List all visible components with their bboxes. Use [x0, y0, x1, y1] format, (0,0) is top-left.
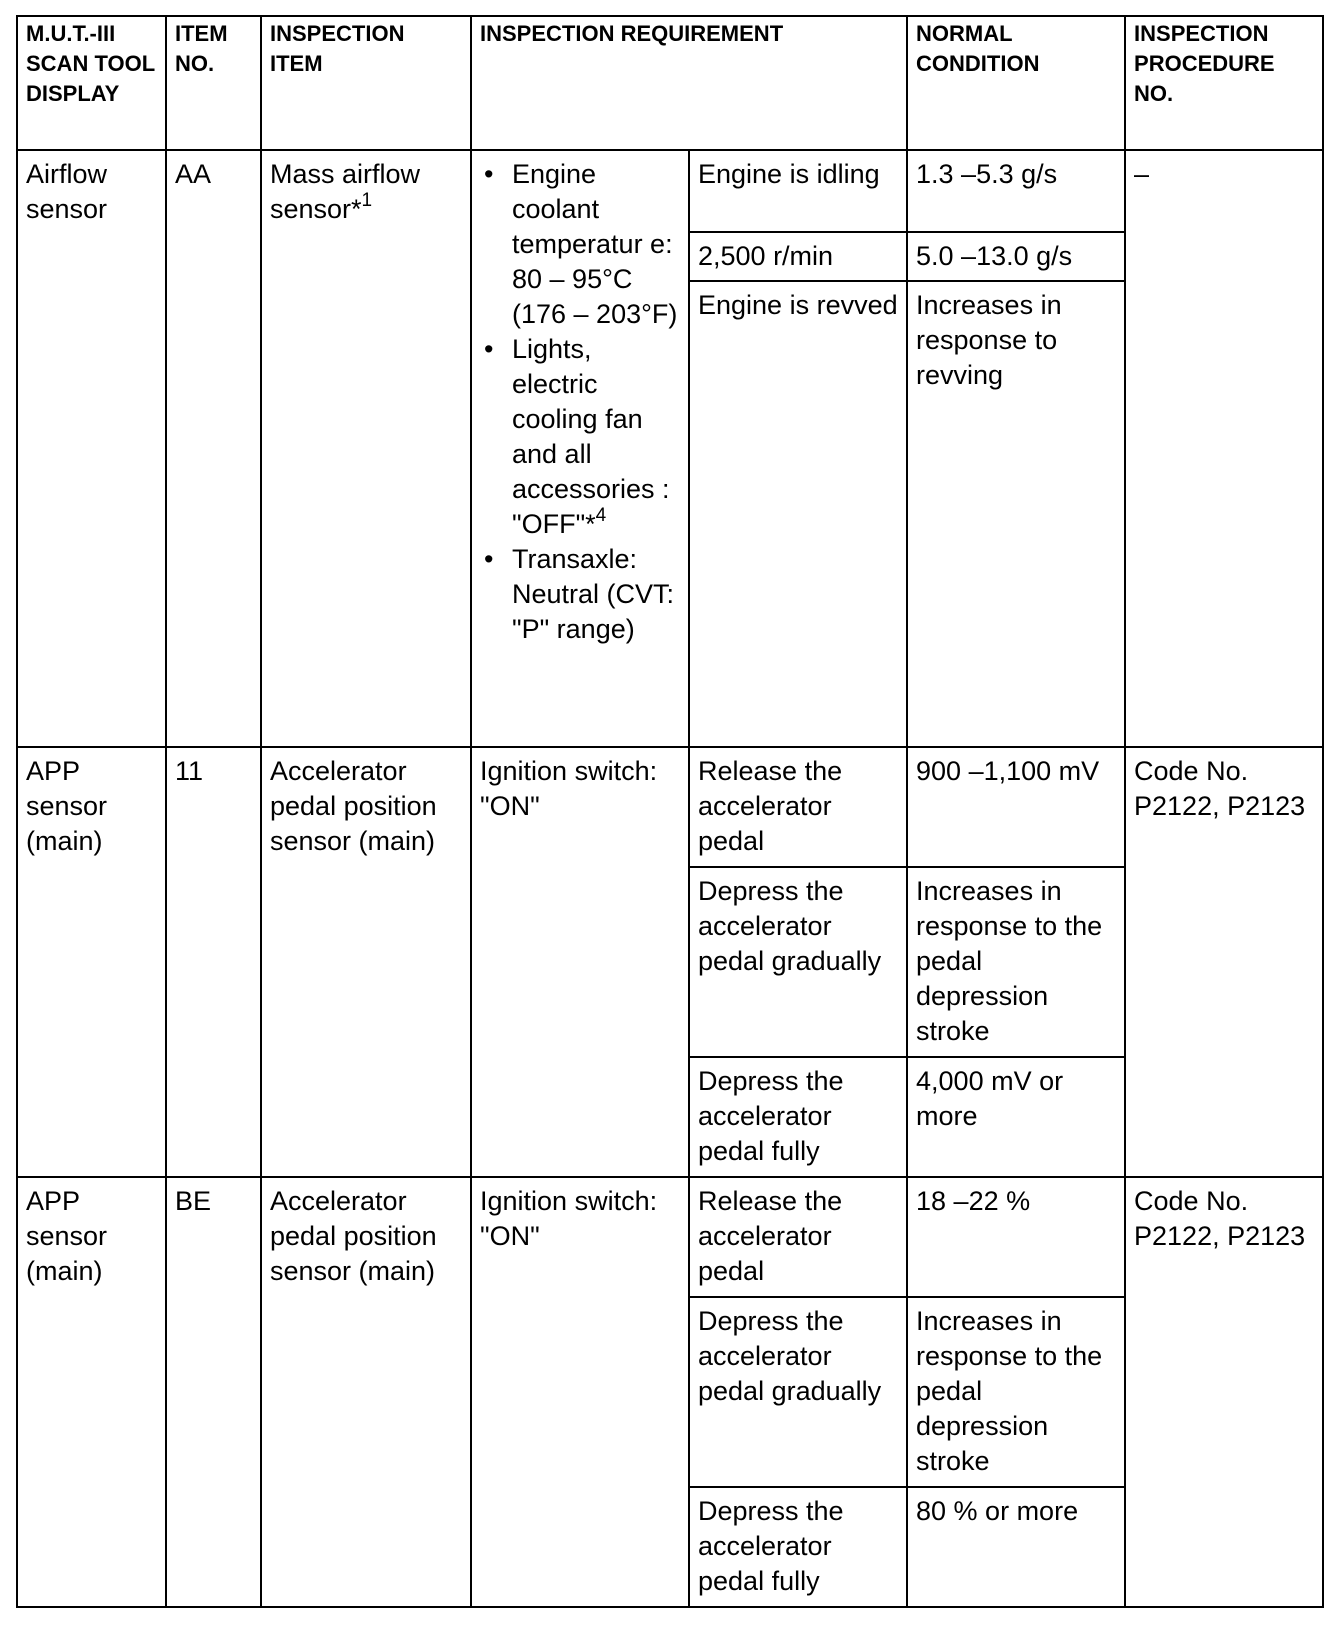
- cell-display: Airflow sensor: [17, 150, 166, 747]
- cell-requirement: Ignition switch: "ON": [471, 1177, 689, 1607]
- cell-inspection-item: Accelerator pedal position sensor (main): [261, 1177, 471, 1607]
- header-inspection-requirement: INSPECTION REQUIREMENT: [471, 16, 907, 150]
- cell-display: APP sensor (main): [17, 747, 166, 1177]
- cell-condition-state: Depress the accelerator pedal gradually: [689, 1297, 907, 1487]
- cell-display: APP sensor (main): [17, 1177, 166, 1607]
- cell-item-no: AA: [166, 150, 261, 747]
- header-row: [17, 16, 1323, 150]
- cell-condition-state: Depress the accelerator pedal fully: [689, 1057, 907, 1177]
- list-item: [512, 542, 680, 647]
- cell-normal-condition: 1.3 –5.3 g/s: [907, 150, 1125, 232]
- cell-procedure: –: [1125, 150, 1323, 747]
- list-item: [512, 332, 680, 542]
- cell-requirement-list: [471, 150, 689, 747]
- cell-normal-condition: 18 –22 %: [907, 1177, 1125, 1297]
- header-normal-condition: NORMAL CONDITION: [907, 16, 1125, 150]
- cell-procedure: Code No. P2122, P2123: [1125, 1177, 1323, 1607]
- requirement-text: Transaxle: Neutral (CVT: "P" range): [512, 544, 675, 644]
- cell-procedure: Code No. P2122, P2123: [1125, 747, 1323, 1177]
- cell-condition-state: Release the accelerator pedal: [689, 747, 907, 867]
- footnote-marker: 1: [361, 190, 373, 211]
- cell-normal-condition: 5.0 –13.0 g/s: [907, 232, 1125, 281]
- cell-item-no: 11: [166, 747, 261, 1177]
- table-row: [17, 747, 1323, 867]
- header-display: M.U.T.-III SCAN TOOL DISPLAY: [17, 16, 166, 150]
- cell-requirement: Ignition switch: "ON": [471, 747, 689, 1177]
- requirement-list: [480, 157, 680, 647]
- cell-normal-condition: Increases in response to the pedal depression stroke: [907, 867, 1125, 1057]
- header-item-no: ITEM NO.: [166, 16, 261, 150]
- cell-normal-condition: Increases in response to revving: [907, 281, 1125, 747]
- header-procedure-no: INSPECTION PROCEDURE NO.: [1125, 16, 1323, 150]
- header-inspection-item: INSPECTION ITEM: [261, 16, 471, 150]
- cell-condition-state: Engine is revved: [689, 281, 907, 747]
- cell-normal-condition: 80 % or more: [907, 1487, 1125, 1607]
- cell-inspection-item: [261, 150, 471, 747]
- cell-condition-state: 2,500 r/min: [689, 232, 907, 281]
- requirement-text: Lights, electric cooling fan and all accessories : "OFF"*: [512, 334, 670, 539]
- cell-normal-condition: 4,000 mV or more: [907, 1057, 1125, 1177]
- list-item: [512, 157, 680, 332]
- cell-condition-state: Depress the accelerator pedal gradually: [689, 867, 907, 1057]
- inspection-table: [16, 15, 1324, 1608]
- cell-item-no: BE: [166, 1177, 261, 1607]
- table-row: [17, 150, 1323, 232]
- item-text: Mass airflow sensor*: [270, 159, 421, 224]
- cell-condition-state: Depress the accelerator pedal fully: [689, 1487, 907, 1607]
- cell-normal-condition: 900 –1,100 mV: [907, 747, 1125, 867]
- cell-inspection-item: Accelerator pedal position sensor (main): [261, 747, 471, 1177]
- cell-normal-condition: Increases in response to the pedal depression stroke: [907, 1297, 1125, 1487]
- footnote-marker: 4: [595, 505, 607, 526]
- table-row: [17, 1177, 1323, 1297]
- cell-condition-state: Release the accelerator pedal: [689, 1177, 907, 1297]
- requirement-text: Engine coolant temperatur e: 80 – 95°C (176 – 203°F): [512, 159, 678, 329]
- cell-condition-state: Engine is idling: [689, 150, 907, 232]
